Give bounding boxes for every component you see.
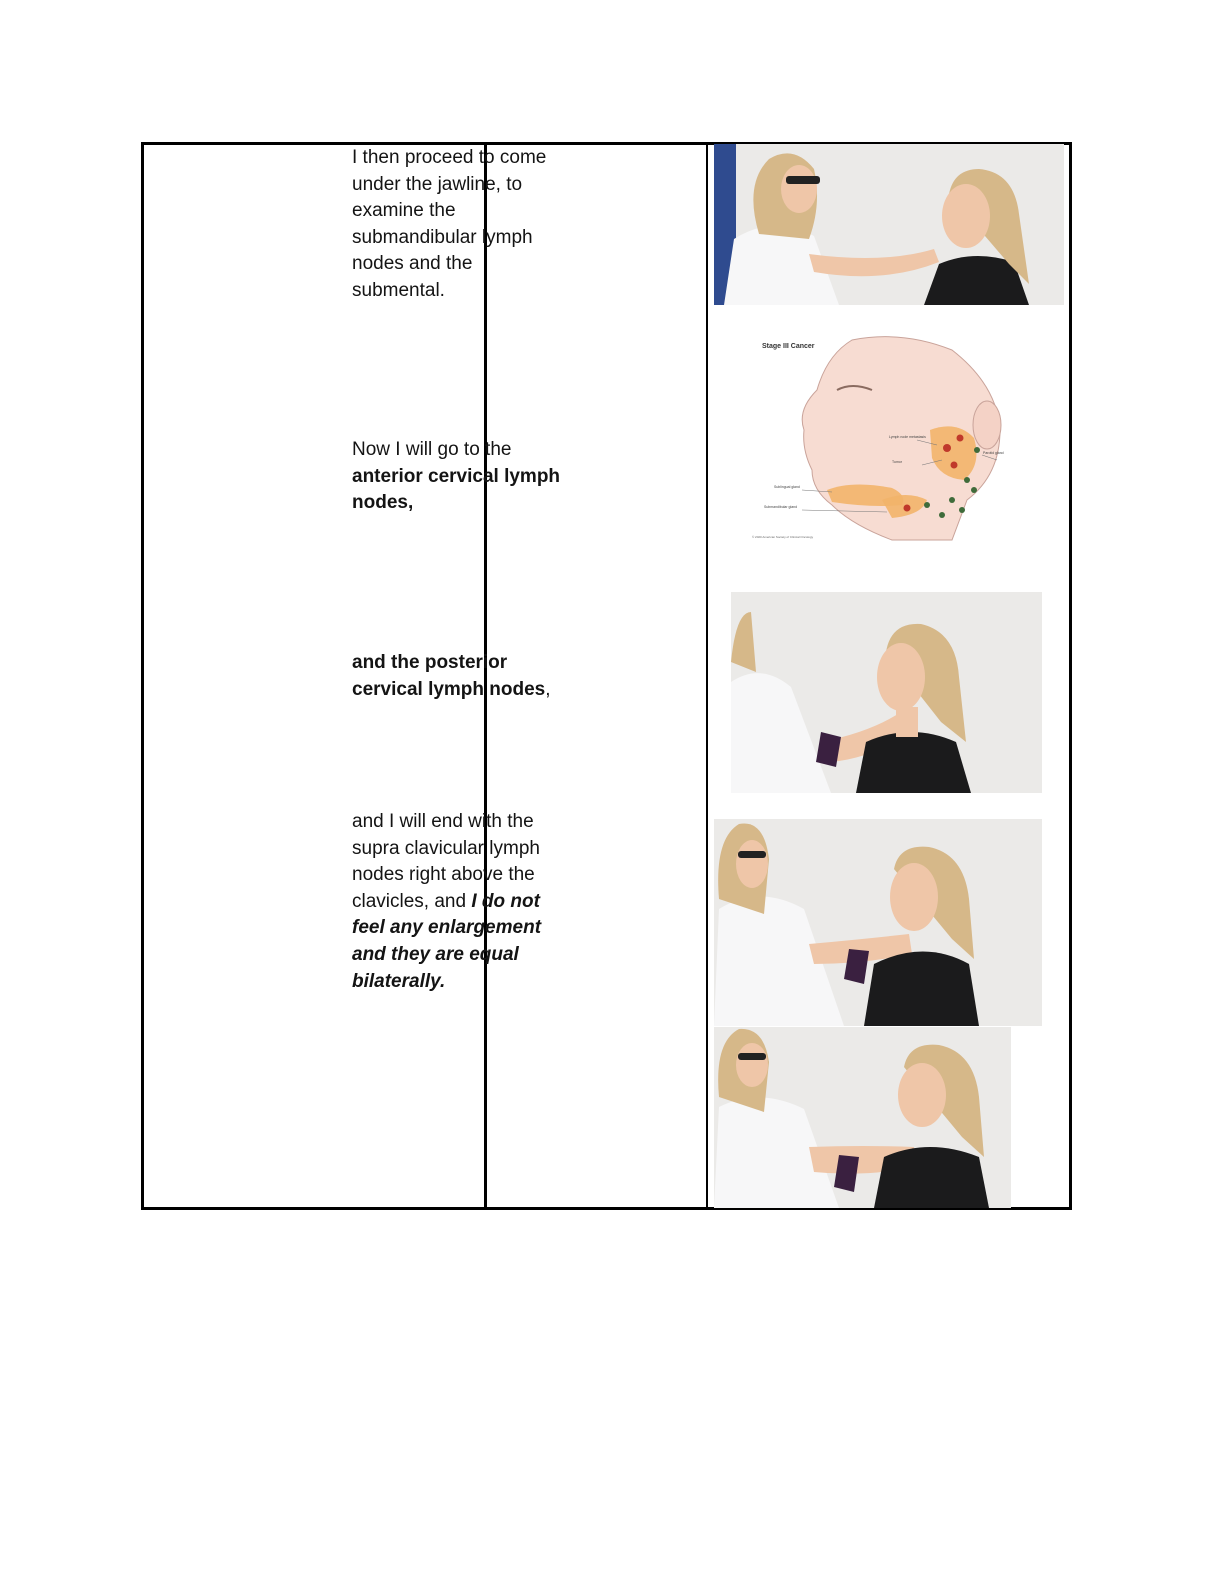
exam-photo-supraclavicular-1 <box>714 819 1042 1026</box>
label-lymph-node-metastasis: Lymph node metastasis <box>889 435 926 439</box>
exam-photo-submandibular <box>714 144 1064 305</box>
text-lead: Now I will go to the <box>352 439 512 460</box>
text-bold-italic: I do not feel any enlargement and they are equal bilaterally. <box>352 890 542 992</box>
diagram-title: Stage III Cancer <box>762 343 815 350</box>
row-text-anterior <box>352 437 564 517</box>
row-text-submandibular <box>352 145 564 305</box>
exam-photo-supraclavicular-2 <box>714 1027 1011 1208</box>
label-tumor: Tumor <box>892 460 902 464</box>
column-divider-2 <box>706 145 708 1207</box>
exam-photo-posterior-cervical <box>731 592 1042 793</box>
text-bold: anterior cervical lymph nodes, <box>352 465 561 514</box>
text-lead: and I will end with the supra clavicular lymph nodes right above the clavicles, and <box>352 811 540 912</box>
text-bold: and the posterior cervical lymph nodes <box>352 652 546 700</box>
row-text-supraclavicular <box>352 809 564 995</box>
text-tail: , <box>545 678 551 700</box>
diagram-copyright: © 2020 American Society of Clinical Oncology <box>752 535 814 539</box>
label-sublingual-gland: Sublingual gland <box>774 485 800 489</box>
label-parotid-gland: Parotid gland <box>983 451 1004 455</box>
text-plain: I then proceed to come under the jawline, to examine the submandibular lymph nodes and the submental. <box>352 147 547 301</box>
label-submandibular-gland: Submandibular gland <box>764 505 798 509</box>
stage-iii-cancer-diagram <box>742 330 1032 545</box>
row-text-posterior <box>352 650 564 703</box>
